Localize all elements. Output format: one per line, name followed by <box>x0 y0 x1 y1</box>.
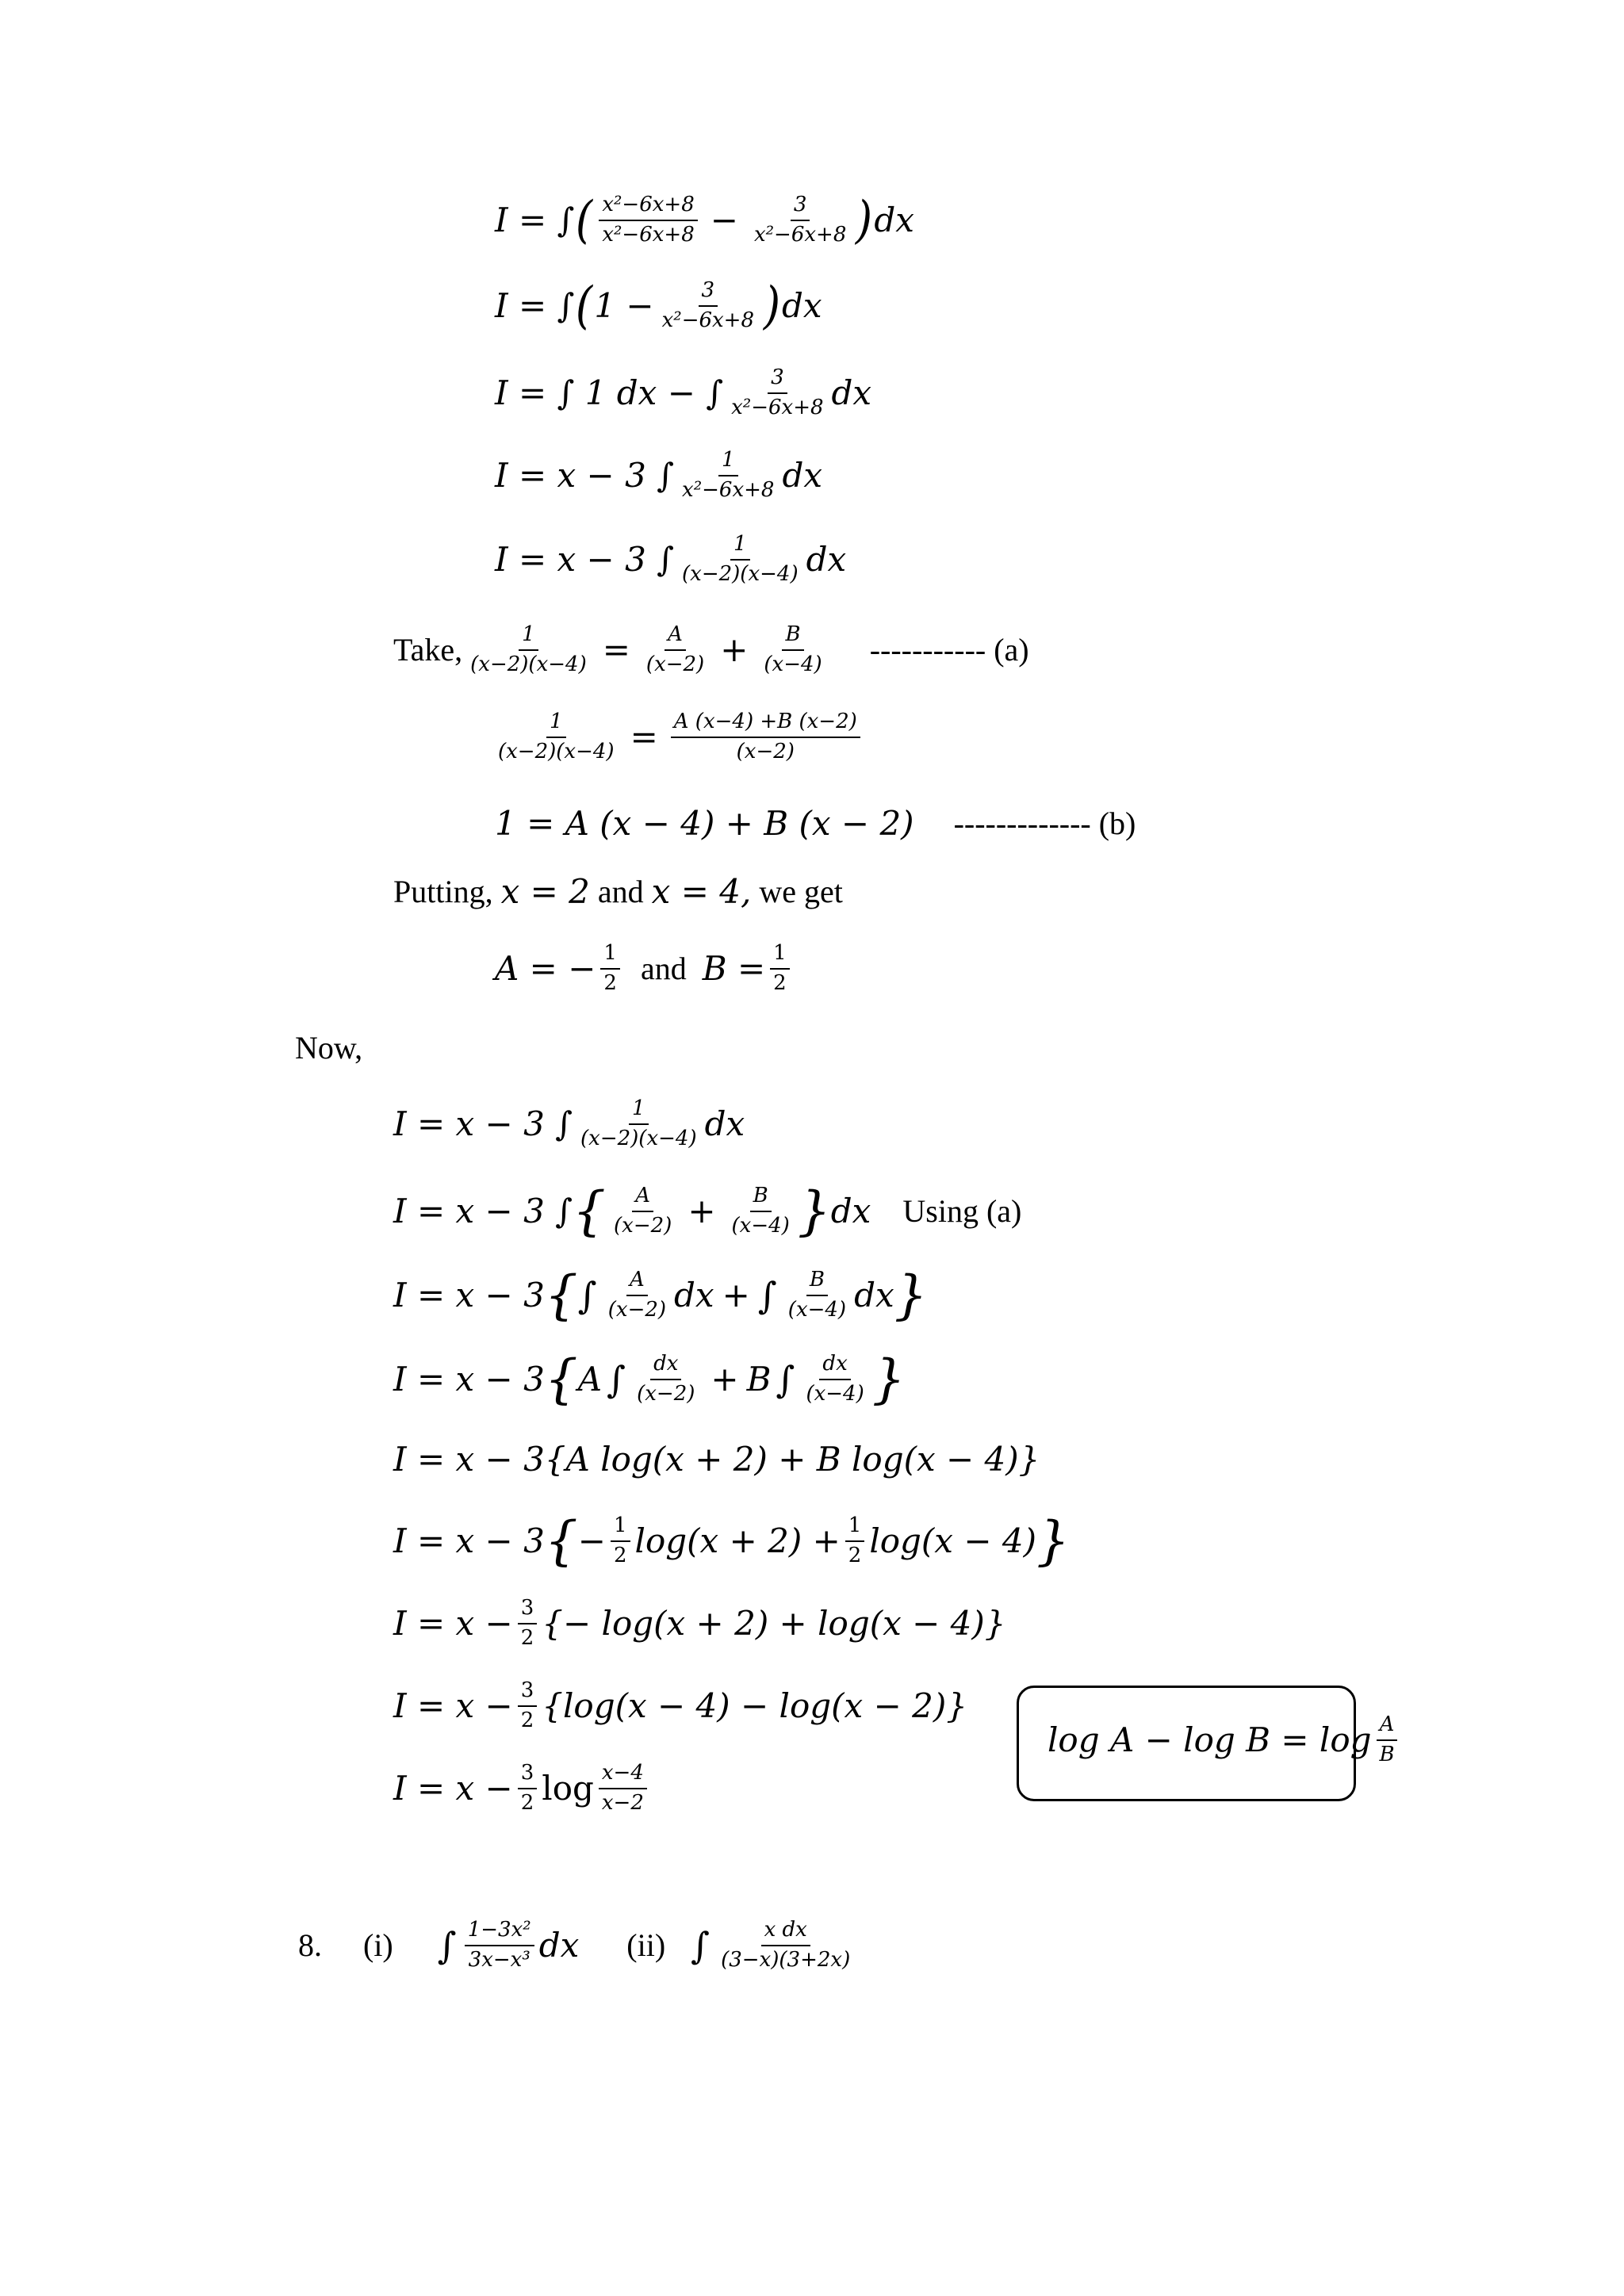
take-fraction-2: $\frac{A}{(x-2)}$ <box>645 622 705 676</box>
equation-line-7: $\frac{1}{(x-2)(x-4)}$ = $\frac{A (x-4) +B (x-2)}{(x-2)}$ <box>490 710 865 764</box>
equation-tag-b: ------------- (b) <box>953 806 1136 841</box>
eq4-fraction: $\frac{1}{\text{x²−6x+8}}$ <box>682 448 775 502</box>
equation-line-4: I = x − 3 ∫ $\frac{1}{\text{x²−6x+8}}$ dx <box>495 448 823 502</box>
log-identity: log A − log B = log $\frac{A}{B}$ <box>1048 1713 1403 1767</box>
eq3-fraction: $\frac{3}{\text{x²−6x+8}}$ <box>731 365 824 419</box>
now-label: Now, <box>295 1030 363 1066</box>
eq1-fraction-2: $\frac{3}{\text{x²−6x+8}}$ <box>753 193 847 247</box>
now-line-3: I = x − 3 { ∫ $\frac{A}{(x-2)}$ dx + ∫ $\frac{B}{(x-4)}$ dx } <box>393 1264 928 1326</box>
eq7-fraction-2: $\frac{A (x-4) +B (x-2)}{(x-2)}$ <box>671 710 860 764</box>
take-fraction-3: $\frac{B}{(x-4)}$ <box>764 622 822 676</box>
equation-line-5: I = x − 3 ∫ $\frac{1}{(x-2)(x-4)}$ dx <box>495 532 847 586</box>
question-number: 8. <box>298 1927 322 1964</box>
take-fraction-1: $\frac{1}{(x-2)(x-4)}$ <box>470 622 587 676</box>
log-identity-box <box>1017 1686 1395 1801</box>
question-part-i-fraction: $\frac{\text{1−3x²}}{\text{3x−x³}}$ <box>465 1919 534 1973</box>
question-part-ii-label: (ii) <box>626 1927 666 1964</box>
now-line-1: I = x − 3 ∫ $\frac{1}{(x-2)(x-4)}$ dx <box>393 1096 745 1150</box>
now-line-8: I = x − $\frac{3}{2}$ {log(x − 4) − log(x − 2)} <box>393 1678 967 1732</box>
equation-line-1: I = ∫ ( $\frac{\text{x²−6x+8}}{\text{x²−6x+8}}$ − $\frac{3}{\text{x²−6x+8}}$ ) dx <box>495 190 914 250</box>
now-line-6: I = x − 3 { − $\frac{1}{2}$ log(x + 2) + $\frac{1}{2}$ log(x − 4) } <box>393 1510 1070 1571</box>
ab-values-line: A = − $\frac{1}{2}$ and B = $\frac{1}{2}$ <box>495 942 795 996</box>
eq2-fraction: $\frac{3}{\text{x²−6x+8}}$ <box>661 278 755 332</box>
a-value-fraction: $\frac{1}{2}$ <box>600 942 620 996</box>
now-line-4: I = x − 3 { A ∫ $\frac{dx}{(x-2)}$ + B ∫ $\frac{dx}{(x-4)}$ } <box>393 1348 906 1410</box>
question-part-ii-fraction: $\frac{\text{x dx}}{(3-x)(3+2x)}$ <box>721 1918 851 1972</box>
eq5-fraction: $\frac{1}{(x-2)(x-4)}$ <box>682 532 799 586</box>
eq1-fraction-1: $\frac{\text{x²−6x+8}}{\text{x²−6x+8}}$ <box>599 193 697 247</box>
question-8: 8. (i) ∫ $\frac{\text{1−3x²}}{\text{3x−x³}}$ dx (ii) ∫ $\frac{\text{x dx}}{(3-x)(3+2x)}$ <box>298 1919 858 1973</box>
equation-line-2: I = ∫ ( 1 − $\frac{3}{\text{x²−6x+8}}$ ) dx <box>495 276 822 335</box>
equation-tag-a: ----------- (a) <box>869 632 1029 668</box>
now-line-9: I = x − $\frac{3}{2}$ log $\frac{x-4}{x-2}$ <box>393 1762 652 1816</box>
now-line-5: I = x − 3{A log(x + 2) + B log(x − 4)} <box>393 1440 1040 1479</box>
using-a-tag: Using (a) <box>902 1193 1022 1230</box>
eq1-lhs: I = ∫ <box>495 201 575 240</box>
eq7-fraction-1: $\frac{1}{(x-2)(x-4)}$ <box>498 710 615 763</box>
equation-line-3: I = ∫ 1 dx − ∫ $\frac{3}{\text{x²−6x+8}}$ dx <box>495 365 872 419</box>
now-line-2: I = x − 3 ∫ { $\frac{A}{(x-2)}$ + $\frac{B}{(x-4)}$ } dx Using (a) <box>393 1180 1022 1242</box>
eq2-lhs: I = ∫ <box>495 286 575 326</box>
b-value-fraction: $\frac{1}{2}$ <box>770 942 790 996</box>
question-part-i-label: (i) <box>363 1927 393 1964</box>
equation-line-8: 1 = A (x − 4) + B (x − 2) ------------- (b) <box>495 804 1136 843</box>
take-line: Take, $\frac{1}{(x-2)(x-4)}$ = $\frac{A}{(x-2)}$ + $\frac{B}{(x-4)}$ ----------- (a) <box>393 622 1029 676</box>
putting-line: Putting, x = 2 and x = 4, we get <box>393 872 843 911</box>
now-line-7: I = x − $\frac{3}{2}$ {− log(x + 2) + log(x − 4)} <box>393 1596 1006 1650</box>
